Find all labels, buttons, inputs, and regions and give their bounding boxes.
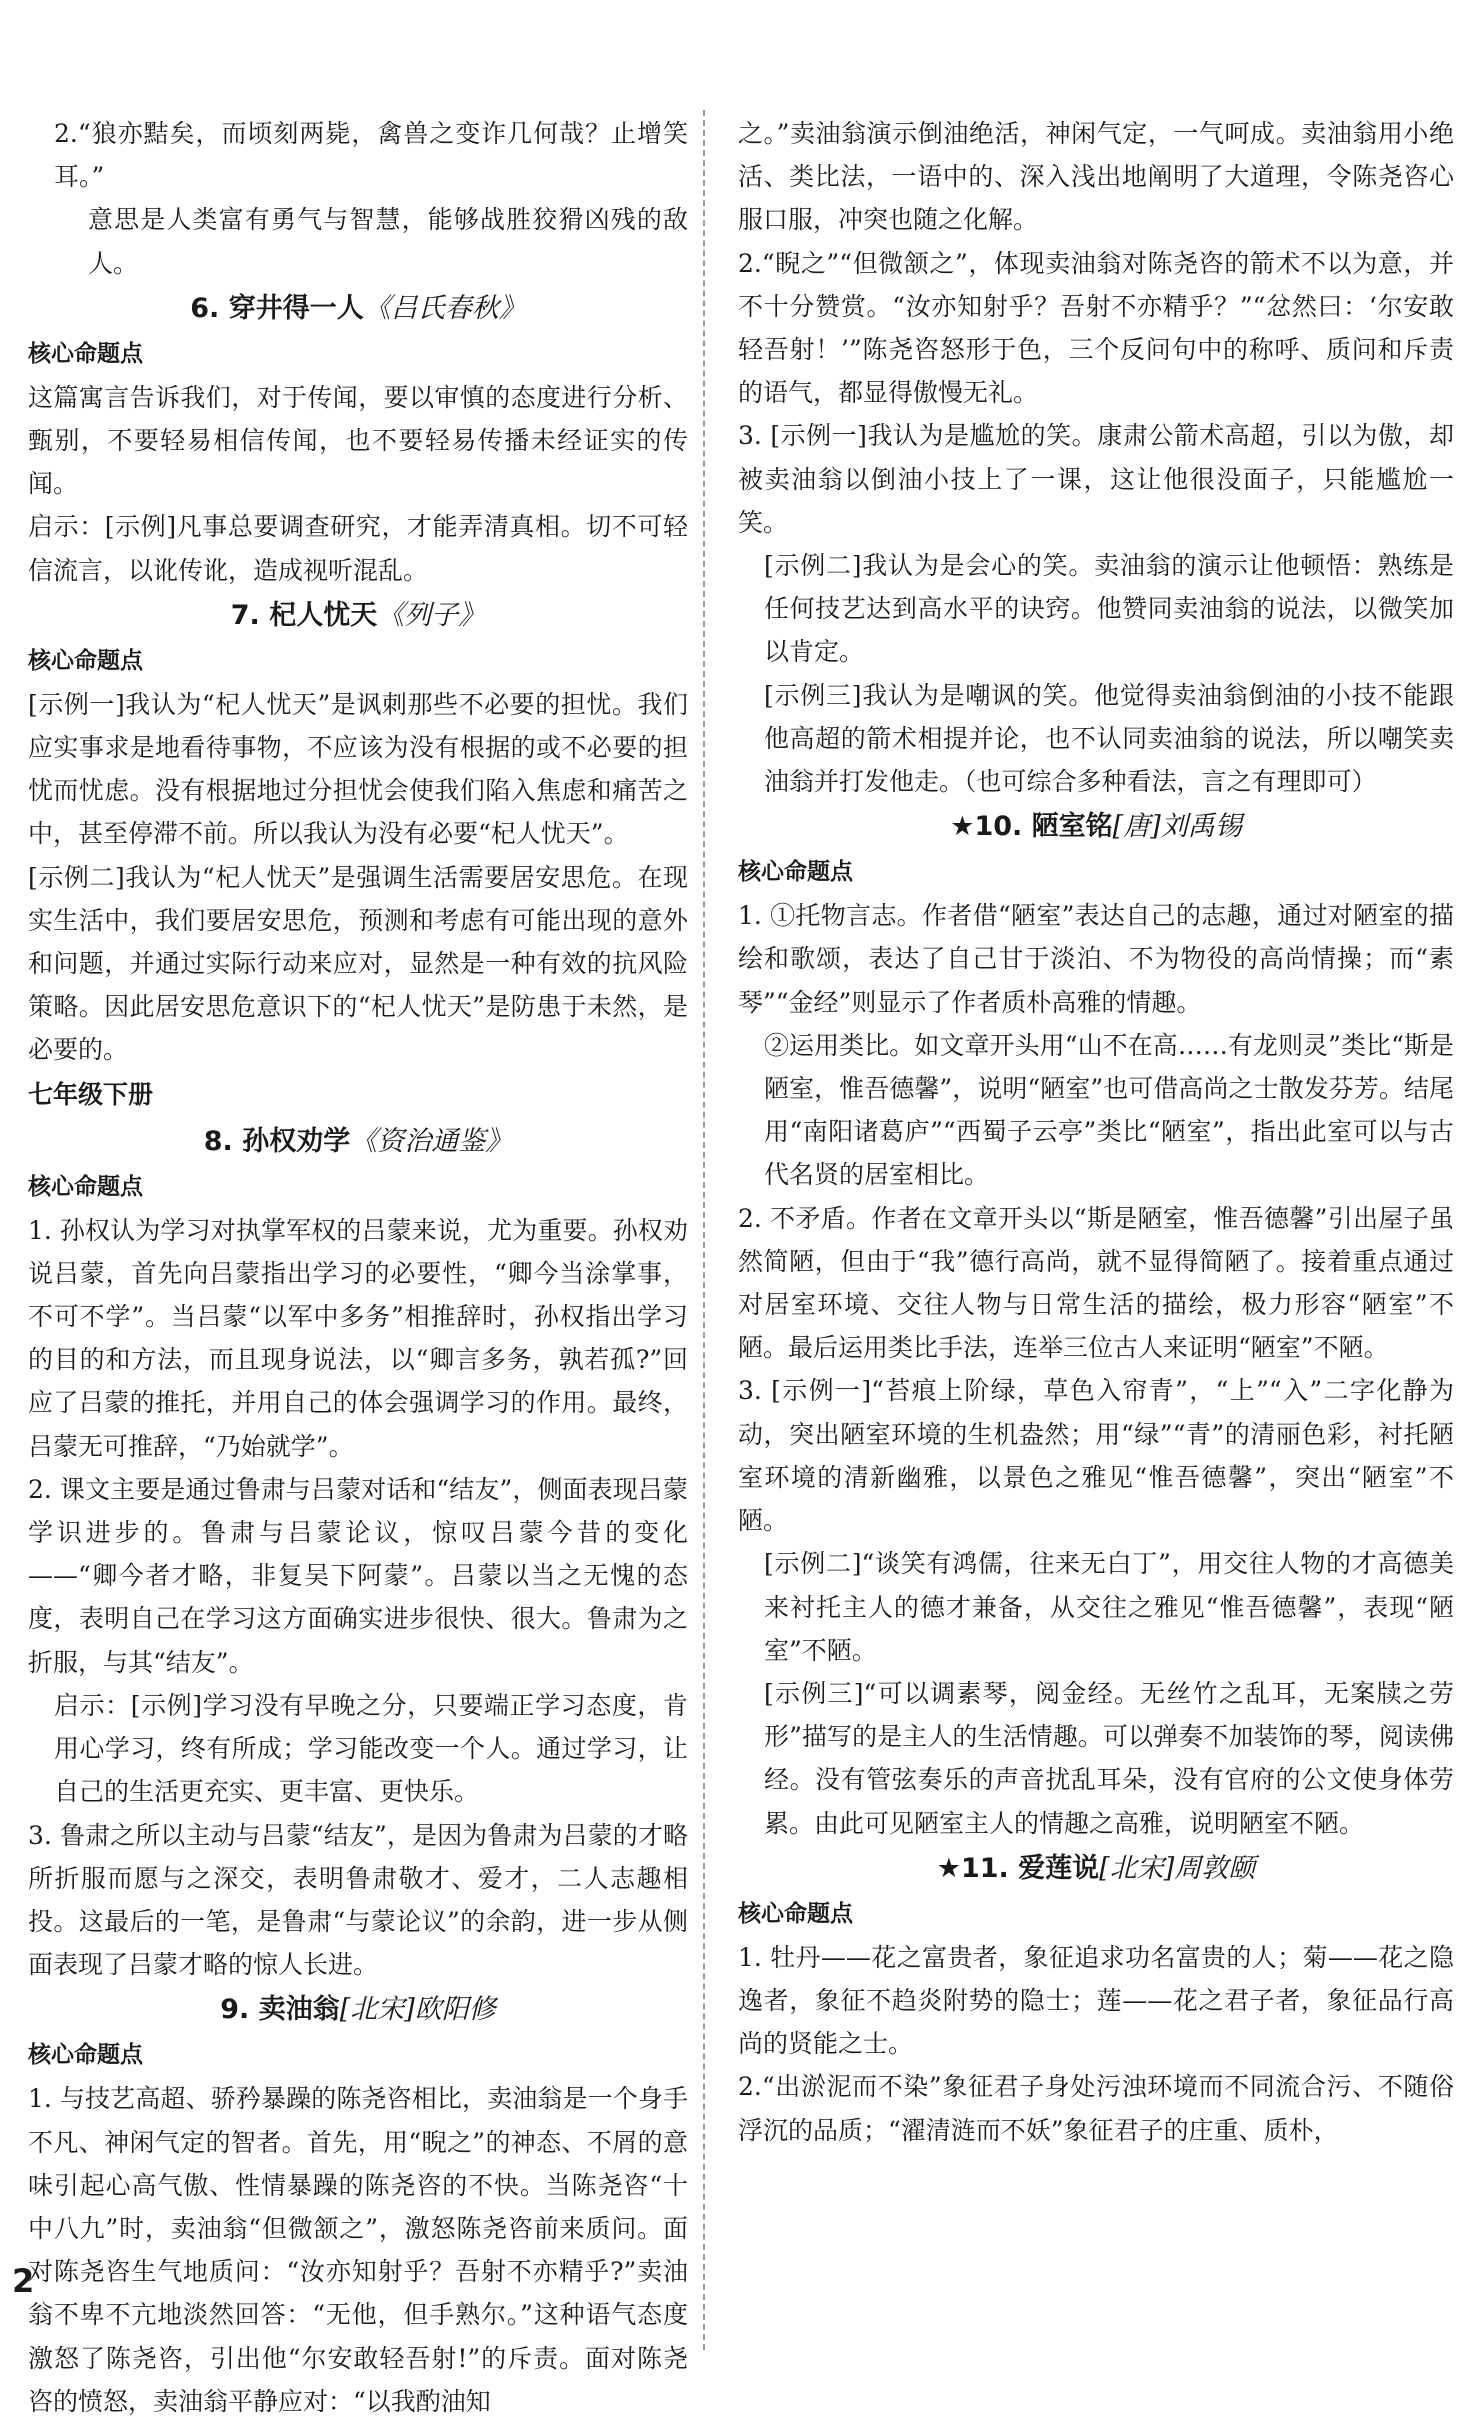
section-7-label: 核心命题点	[28, 647, 143, 674]
section-10-paragraph-6: [示例三]“可以调素琴，阅金经。无丝竹之乱耳，无案牍之劳形”描写的是主人的生活情趣。可以弹奏不加装饰的琴，阅读佛经。没有管弦奏乐的声音扰乱耳朵，没有官府的公文使身体劳累。由此可见陋室主人的情趣之高雅，说明陋室不陋。	[764, 1678, 1454, 1838]
section-6-heading	[28, 287, 688, 331]
section-11-title: ★11. 爱莲说	[936, 1852, 1100, 1884]
section-8-paragraph-3: 启示：[示例]学习没有早晚之分，只要端正学习态度，肯用心学习，终有所成；学习能改变一个人。通过学习，让自己的生活更充实、更丰富、更快乐。	[54, 1690, 688, 1807]
section-7-heading	[28, 594, 688, 638]
section-9-heading	[28, 1988, 688, 2032]
section-10-label: 核心命题点	[738, 859, 853, 886]
column-divider	[703, 110, 705, 2350]
section-11-heading	[738, 1847, 1454, 1891]
grade-heading: 七年级下册	[28, 1079, 154, 1109]
section-6-title: 6. 穿井得一人	[190, 292, 364, 324]
section-9-paragraph-3: 3. [示例一]我认为是尴尬的笑。康肃公箭术高超，引以为傲，却被卖油翁以倒油小技上了一课，这让他很没面子，只能尴尬一笑。	[738, 421, 1454, 537]
section-9-continuation: 之。”卖油翁演示倒油绝活，神闲气定，一气呵成。卖油翁用小绝活、类比法，一语中的、深入浅出地阐明了大道理，令陈尧咨心服口服，冲突也随之化解。	[738, 119, 1454, 235]
s5-line-1: 2.“狼亦黠矣，而顷刻两毙，禽兽之变诈几何哉？止增笑耳。”	[54, 119, 688, 192]
section-6-paragraph-2: 启示：[示例]凡事总要调查研究，才能弄清真相。切不可轻信流言，以讹传讹，造成视听混乱。	[28, 512, 688, 585]
section-9-paragraph-5: [示例三]我认为是嘲讽的笑。他觉得卖油翁倒油的小技不能跟他高超的箭术相提并论，也不认同卖油翁的说法，所以嘲笑卖油翁并打发他走。（也可综合多种看法，言之有理即可）	[764, 680, 1454, 797]
section-7-source: 《列子》	[377, 599, 486, 631]
section-7-paragraph-2: [示例二]我认为“杞人忧天”是强调生活需要居安思危。在现实生活中，我们要居安思危，预测和考虑有可能出现的意外和问题，并通过实际行动来应对，显然是一种有效的抗风险策略。因此居安思危意识下的“杞人忧天”是防患于未然，是必要的。	[28, 862, 688, 1065]
section-11-source: [北宋]周敦颐	[1099, 1852, 1256, 1884]
section-7-paragraph-1: [示例一]我认为“杞人忧天”是讽刺那些不必要的担忧。我们应实事求是地看待事物，不应该为没有根据的或不必要的担忧而忧虑。没有根据地过分担忧会使我们陷入焦虑和痛苦之中，甚至停滞不前。所以我认为没有必要“杞人忧天”。	[28, 689, 688, 849]
section-8-title: 8. 孙权劝学	[203, 1125, 351, 1157]
page-number: 2	[12, 2262, 35, 2300]
right-column	[738, 112, 1454, 2152]
section-10-source: [唐]刘禹锡	[1112, 811, 1242, 843]
section-9-paragraph-1: 1. 与技艺高超、骄矜暴躁的陈尧咨相比，卖油翁是一个身手不凡、神闲气定的智者。首先，用“睨之”的神态、不屑的意味引起心高气傲、性情暴躁的陈尧咨的不快。当陈尧咨“十中八九”时，卖油翁“但微颔之”，激怒陈尧咨前来质问。面对陈尧咨生气地质问：“汝亦知射乎？吾射不亦精乎?”卖油翁不卑不亢地淡然回答：“无他，但手熟尔。”这种语气态度激怒了陈尧咨，引出他“尔安敢轻吾射!”的斥责。面对陈尧咨的愤怒，卖油翁平静应对：“以我酌油知	[28, 2084, 688, 2416]
s5-line-2: 意思是人类富有勇气与智慧，能够战胜狡猾凶残的敌人。	[88, 205, 688, 278]
section-10-heading	[738, 805, 1454, 849]
section-9-title: 9. 卖油翁	[220, 1994, 340, 2026]
section-10-paragraph-4: 3. [示例一]“苔痕上阶绿，草色入帘青”，“上”“入”二字化静为动，突出陋室环境的生机盎然；用“绿”“青”的清丽色彩，衬托陋室环境的清新幽雅，以景色之雅见“惟吾德馨”，突出“陋室”不陋。	[738, 1376, 1454, 1536]
section-10-paragraph-1: 1. ①托物言志。作者借“陋室”表达自己的志趣，通过对陋室的描绘和歌颂，表达了自己甘于淡泊、不为物役的高尚情操；而“素琴”“金经”则显示了作者质朴高雅的情趣。	[738, 901, 1454, 1017]
section-10-paragraph-2: ②运用类比。如文章开头用“山不在高……有龙则灵”类比“斯是陋室，惟吾德馨”，说明“陋室”也可借高尚之士散发芬芳。结尾用“南阳诸葛庐”“西蜀子云亭”类比“陋室”，指出此室可以与古代名贤的居室相比。	[764, 1030, 1454, 1190]
section-8-label: 核心命题点	[28, 1173, 143, 1200]
section-9-paragraph-2: 2.“睨之”“但微颔之”，体现卖油翁对陈尧咨的箭术不以为意，并不十分赞赏。“汝亦知射乎？吾射不亦精乎？”“忿然曰：‘尔安敢轻吾射！’”陈尧咨怒形于色，三个反问句中的称呼、质问和斥责的语气，都显得傲慢无礼。	[738, 248, 1454, 408]
section-11-paragraph-2: 2.“出淤泥而不染”象征君子身处污浊环境而不同流合污、不随俗浮沉的品质；“濯清涟而不妖”象征君子的庄重、质朴，	[738, 2072, 1454, 2145]
section-9-paragraph-4: [示例二]我认为是会心的笑。卖油翁的演示让他顿悟：熟练是任何技艺达到高水平的诀窍。他赞同卖油翁的说法，以微笑加以肯定。	[764, 551, 1454, 667]
section-9-label: 核心命题点	[28, 2042, 143, 2069]
section-8-paragraph-2: 2. 课文主要是通过鲁肃与吕蒙对话和“结友”，侧面表现吕蒙学识进步的。鲁肃与吕蒙论议，惊叹吕蒙今昔的变化——“卿今者才略，非复吴下阿蒙”。吕蒙以当之无愧的态度，表明自己在学习这方面确实进步很快、很大。鲁肃为之折服，与其“结友”。	[28, 1474, 688, 1677]
section-8-paragraph-4: 3. 鲁肃之所以主动与吕蒙“结友”，是因为鲁肃为吕蒙的才略所折服而愿与之深交，表明鲁肃敬才、爱才，二人志趣相投。这最后的一笔，是鲁肃“与蒙论议”的余韵，进一步从侧面表现了吕蒙才略的惊人长进。	[28, 1820, 688, 1980]
section-8-source: 《资治通鉴》	[350, 1125, 513, 1157]
section-11-label: 核心命题点	[738, 1900, 853, 1927]
section-6-label: 核心命题点	[28, 340, 143, 367]
section-10-title: ★10. 陋室铭	[950, 811, 1113, 843]
section-6-paragraph-1: 这篇寓言告诉我们，对于传闻，要以审慎的态度进行分析、甄别，不要轻易相信传闻，也不要轻易传播未经证实的传闻。	[28, 382, 688, 499]
section-8-heading	[28, 1120, 688, 1164]
left-column	[28, 112, 688, 2423]
section-6-source: 《吕氏春秋》	[363, 292, 526, 324]
section-8-paragraph-1: 1. 孙权认为学习对执掌军权的吕蒙来说，尤为重要。孙权劝说吕蒙，首先向吕蒙指出学习的必要性，“卿今当涂掌事，不可不学”。当吕蒙“以军中多务”相推辞时，孙权指出学习的目的和方法，而且现身说法，以“卿言多务，孰若孤?”回应了吕蒙的推托，并用自己的体会强调学习的作用。最终，吕蒙无可推辞，“乃始就学”。	[28, 1215, 688, 1461]
section-10-paragraph-3: 2. 不矛盾。作者在文章开头以“斯是陋室，惟吾德馨”引出屋子虽然简陋，但由于“我”德行高尚，就不显得简陋了。接着重点通过对居室环境、交往人物与日常生活的描绘，极力形容“陋室”不陋。最后运用类比手法，连举三位古人来证明“陋室”不陋。	[738, 1203, 1454, 1363]
section-10-paragraph-5: [示例二]“谈笑有鸿儒，往来无白丁”，用交往人物的才高德美来衬托主人的德才兼备，从交往之雅见“惟吾德馨”，表现“陋室”不陋。	[764, 1549, 1454, 1665]
section-9-source: [北宋]欧阳修	[339, 1994, 496, 2026]
section-7-title: 7. 杞人忧天	[230, 599, 378, 631]
section-11-paragraph-1: 1. 牡丹——花之富贵者，象征追求功名富贵的人；菊——花之隐逸者，象征不趋炎附势的隐士；莲——花之君子者，象征品行高尚的贤能之士。	[738, 1942, 1454, 2059]
